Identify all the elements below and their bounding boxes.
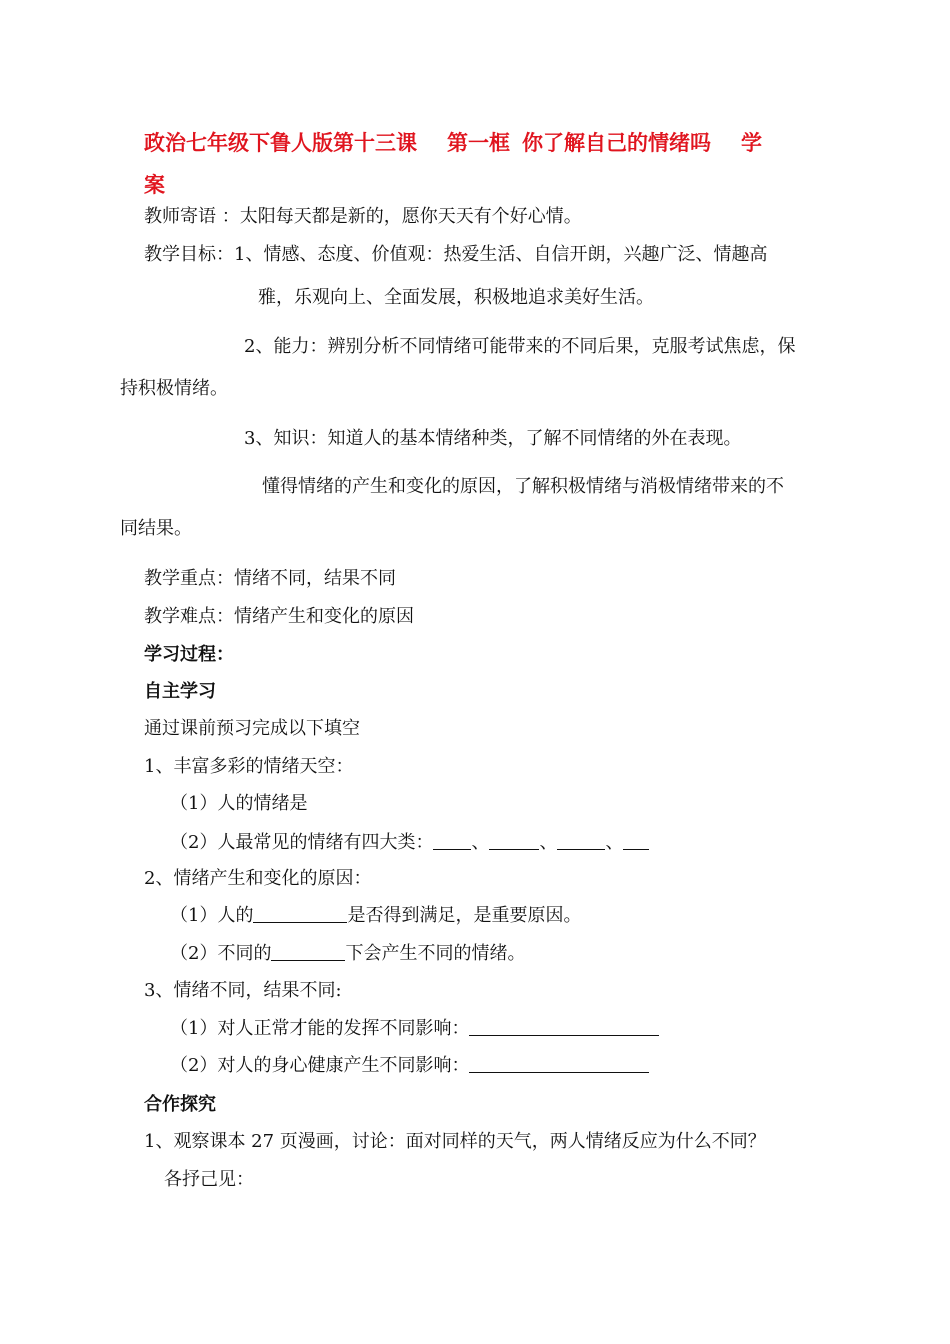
q2-b-blank[interactable]	[271, 944, 345, 961]
q1-sep-1: 、	[471, 832, 490, 853]
q3-a	[170, 1018, 659, 1040]
difficulty: 教学难点：情绪产生和变化的原因	[144, 606, 414, 627]
q2-b-prefix: （2）不同的	[170, 943, 272, 964]
q3-heading: 3、情绪不同，结果不同:	[144, 980, 342, 1001]
title-part-lesson: 政治七年级下鲁人版第十三课	[144, 131, 417, 155]
objective-3-line-2: 懂得情绪的产生和变化的原因，了解积极情绪与消极情绪带来的不	[262, 476, 784, 497]
q3-b-label: （2）对人的身心健康产生不同影响：	[170, 1055, 470, 1076]
q2-b	[170, 943, 525, 965]
coop-answer-1: 各抒己见：	[164, 1169, 254, 1190]
q3-a-label: （1）对人正常才能的发挥不同影响：	[170, 1018, 470, 1039]
q1-blank-1[interactable]	[433, 833, 471, 850]
objective-2-line-1: 2、能力：辨别分析不同情绪可能带来的不同后果，克服考试焦虑，保	[244, 336, 796, 357]
q1-heading: 1、丰富多彩的情绪天空：	[144, 756, 354, 777]
document-title	[144, 122, 824, 206]
q1-b	[170, 832, 649, 854]
q2-a-blank[interactable]	[253, 906, 347, 923]
q2-b-suffix: 下会产生不同的情绪。	[345, 943, 526, 964]
objective-2-line-2: 持积极情绪。	[120, 378, 228, 399]
q1-a: （1）人的情绪是	[170, 793, 308, 814]
q1-sep-3: 、	[605, 832, 624, 853]
coop-question-1: 1、观察课本 27 页漫画，讨论：面对同样的天气，两人情绪反应为什么不同？	[144, 1131, 766, 1152]
q2-a	[170, 905, 581, 927]
q1-b-prefix: （2）人最常见的情绪有四大类：	[170, 832, 434, 853]
objective-3-line-1: 3、知识：知道人的基本情绪种类，了解不同情绪的外在表现。	[244, 428, 742, 449]
q1-blank-3[interactable]	[557, 833, 605, 850]
title-line-2: 案	[144, 173, 165, 197]
q1-blank-2[interactable]	[489, 833, 539, 850]
objective-1-line-1: 教学目标：1、情感、态度、价值观：热爱生活、自信开朗，兴趣广泛、情趣高	[144, 244, 768, 265]
self-study-intro: 通过课前预习完成以下填空	[144, 718, 360, 739]
q3-a-blank[interactable]	[469, 1019, 659, 1036]
q3-b-blank[interactable]	[469, 1056, 649, 1073]
objective-1-line-2: 雅，乐观向上、全面发展，积极地追求美好生活。	[258, 287, 654, 308]
self-study-heading: 自主学习	[144, 681, 216, 702]
teacher-message: 教师寄语 ：太阳每天都是新的，愿你天天有个好心情。	[144, 206, 582, 227]
q2-a-prefix: （1）人的	[170, 905, 254, 926]
coop-heading: 合作探究	[144, 1094, 216, 1115]
key-point: 教学重点：情绪不同，结果不同	[144, 568, 396, 589]
q3-b	[170, 1055, 649, 1077]
process-heading: 学习过程：	[144, 644, 234, 665]
title-part-xue: 学	[741, 131, 762, 155]
objective-3-line-3: 同结果。	[120, 518, 192, 539]
title-part-topic: 你了解自己的情绪吗	[522, 131, 711, 155]
title-part-frame: 第一框	[447, 131, 510, 155]
q1-sep-2: 、	[539, 832, 558, 853]
q2-heading: 2、情绪产生和变化的原因：	[144, 868, 372, 889]
q2-a-suffix: 是否得到满足，是重要原因。	[347, 905, 582, 926]
q1-blank-4[interactable]	[623, 833, 649, 850]
